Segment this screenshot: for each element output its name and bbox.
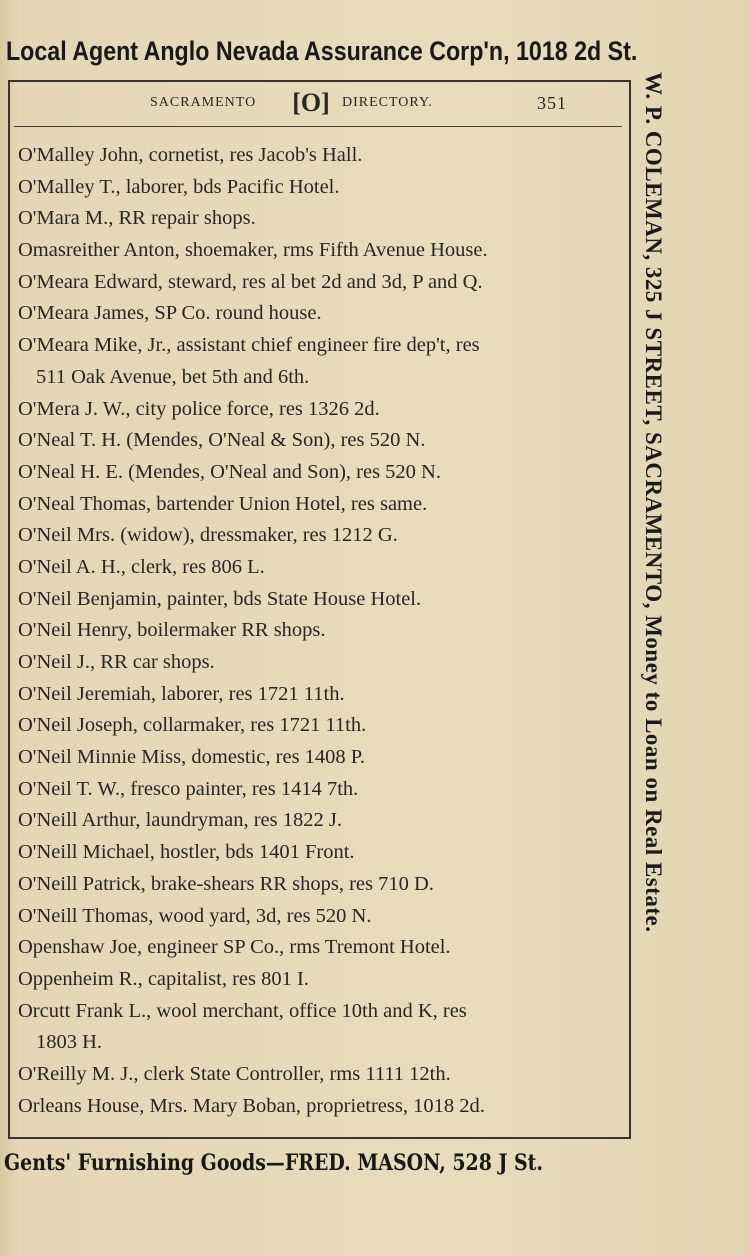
directory-entry: Orcutt Frank L., wool merchant, office 10th and K, res bbox=[18, 999, 467, 1022]
directory-entry: O'Neill Arthur, laundryman, res 1822 J. bbox=[18, 809, 342, 832]
directory-entry: O'Neill Michael, hostler, bds 1401 Front. bbox=[18, 841, 355, 864]
directory-entry: O'Neal Thomas, bartender Union Hotel, res same. bbox=[18, 492, 428, 515]
directory-entry: O'Neil J., RR car shops. bbox=[18, 651, 215, 673]
side-advertisement-text: W. P. COLEMAN, 325 J STREET, SACRAMENTO, Money to Loan on Real Estate. bbox=[641, 72, 666, 933]
directory-entry: O'Malley John, cornetist, res Jacob's Hall. bbox=[18, 144, 363, 166]
running-head bbox=[150, 88, 630, 118]
directory-entry: Omasreither Anton, shoemaker, rms Fifth Avenue House. bbox=[18, 239, 488, 262]
directory-entry-continuation: 511 Oak Avenue, bet 5th and 6th. bbox=[36, 365, 310, 388]
page-number: 351 bbox=[537, 92, 567, 113]
directory-entry: O'Meara Edward, steward, res al bet 2d and 3d, P and Q. bbox=[18, 270, 483, 293]
frame-border-left bbox=[8, 80, 10, 1139]
directory-entry: O'Mera J. W., city police force, res 1326 2d. bbox=[18, 397, 380, 420]
header-rule bbox=[14, 126, 622, 127]
directory-entries bbox=[18, 140, 628, 1122]
directory-entry: O'Neil Henry, boilermaker RR shops. bbox=[18, 619, 326, 642]
directory-entry: O'Neill Patrick, brake-shears RR shops, res 710 D. bbox=[18, 872, 434, 895]
frame-border-top bbox=[8, 80, 630, 82]
directory-entry: O'Neil A. H., clerk, res 806 L. bbox=[18, 555, 265, 578]
side-advertisement bbox=[640, 72, 668, 1152]
footer-advertisement: Gents' Furnishing Goods—FRED. MASON, 528 J St. bbox=[4, 1150, 543, 1176]
directory-entry: O'Neil Jeremiah, laborer, res 1721 11th. bbox=[18, 682, 345, 705]
directory-entry-continuation: 1803 H. bbox=[36, 1031, 103, 1054]
directory-entry: Oppenheim R., capitalist, res 801 I. bbox=[18, 967, 309, 990]
running-head-city: SACRAMENTO bbox=[150, 95, 257, 110]
directory-entry: O'Neil Mrs. (widow), dressmaker, res 1212 G. bbox=[18, 524, 398, 547]
header-advertisement: Local Agent Anglo Nevada Assurance Corp'n, 1018 2d St. bbox=[6, 36, 638, 66]
directory-entry: O'Neill Thomas, wood yard, 3d, res 520 N. bbox=[18, 904, 372, 927]
directory-entry: O'Neil T. W., fresco painter, res 1414 7th. bbox=[18, 777, 359, 800]
directory-entry: O'Neil Joseph, collarmaker, res 1721 11th. bbox=[18, 714, 367, 737]
running-head-directory: DIRECTORY. bbox=[342, 95, 433, 110]
directory-entry: O'Malley T., laborer, bds Pacific Hotel. bbox=[18, 175, 340, 198]
directory-entry: O'Meara Mike, Jr., assistant chief engineer fire dep't, res bbox=[18, 334, 480, 357]
directory-entry: O'Neil Benjamin, painter, bds State House Hotel. bbox=[18, 587, 422, 610]
frame-border-right bbox=[629, 80, 631, 1139]
running-head-letter: [O] bbox=[292, 88, 330, 117]
directory-entry: O'Neil Minnie Miss, domestic, res 1408 P. bbox=[18, 746, 366, 769]
directory-entry: O'Reilly M. J., clerk State Controller, rms 1111 12th. bbox=[18, 1062, 451, 1085]
directory-entry: O'Neal H. E. (Mendes, O'Neal and Son), res 520 N. bbox=[18, 460, 441, 483]
directory-entry: Openshaw Joe, engineer SP Co., rms Tremont Hotel. bbox=[18, 936, 451, 959]
directory-entry: O'Mara M., RR repair shops. bbox=[18, 207, 256, 230]
frame-border-bottom bbox=[8, 1137, 630, 1139]
directory-entry: O'Neal T. H. (Mendes, O'Neal & Son), res 520 N. bbox=[18, 429, 426, 452]
directory-entry: O'Meara James, SP Co. round house. bbox=[18, 302, 322, 325]
directory-entry: Orleans House, Mrs. Mary Boban, proprietress, 1018 2d. bbox=[18, 1094, 485, 1117]
